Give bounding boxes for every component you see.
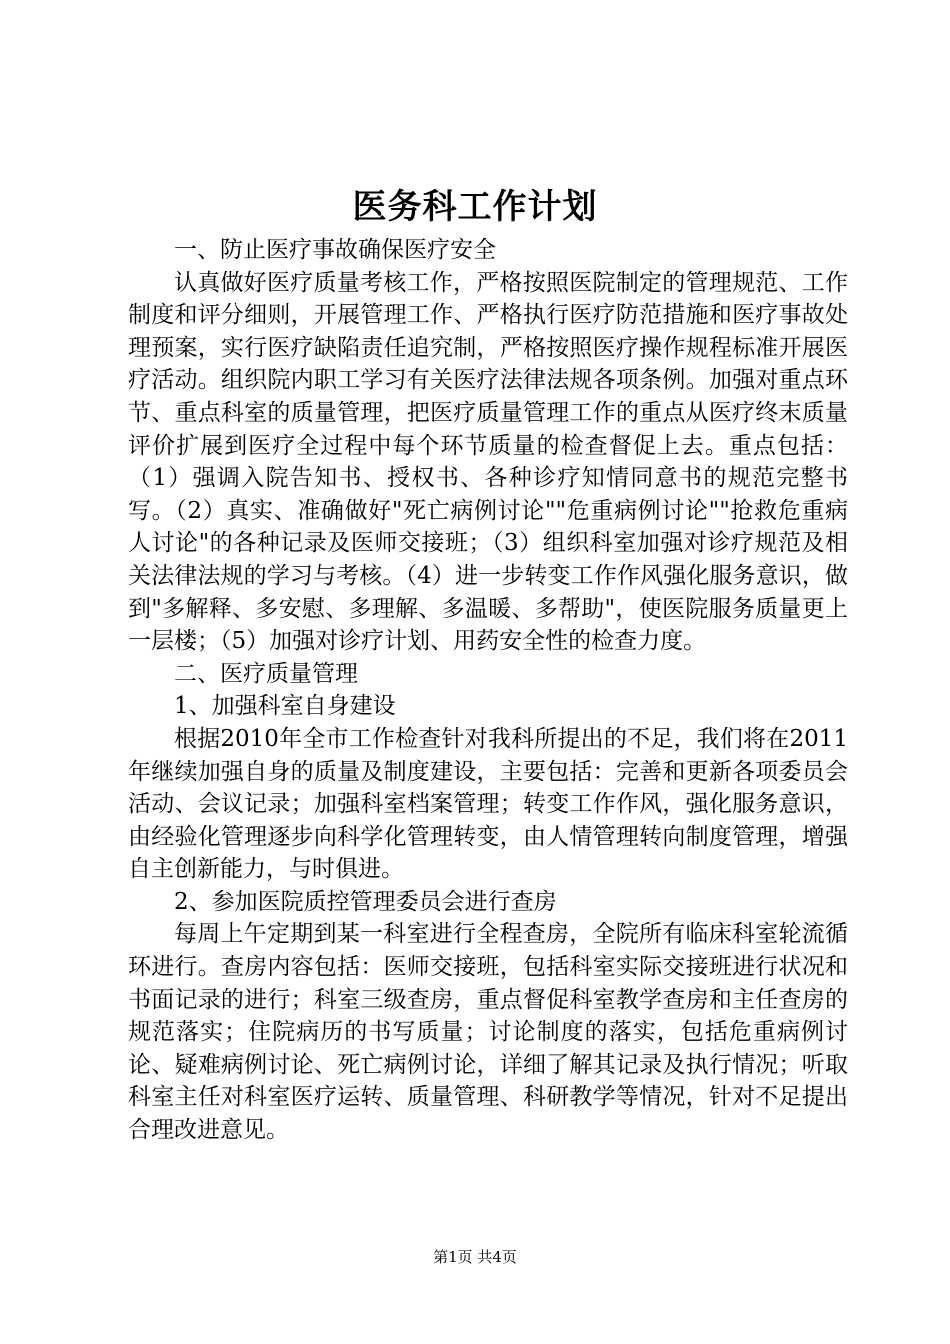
page-footer: 第1页 共4页: [433, 1248, 517, 1266]
subsection-heading-1: 1、加强科室自身建设: [174, 693, 396, 720]
paragraph-ward-rounds: 每周上午定期到某一科室进行全程查房，全院所有临床科室轮流循环进行。查房内容包括：医师交接班，包括科室实际交接班进行状况和书面记录的进行；科室三级查房，重点督促科室教学查房和主任查房的规范落实；住院病历的书写质量；讨论制度的落实，包括危重病例讨论、疑难病例讨论、死亡病例讨论，详细了解其记录及执行情况；听取科室主任对科室医疗运转、质量管理、科研教学等情况，针对不足提出合理改进意见。: [128, 921, 848, 1144]
section-heading-2: 二、医疗质量管理: [174, 660, 358, 687]
document-title: 医务科工作计划: [352, 187, 598, 227]
paragraph-department-building: 根据2010年全市工作检查针对我科所提出的不足，我们将在2011年继续加强自身的质量及制度建设，主要包括：完善和更新各项委员会活动、会议记录；加强科室档案管理；转变工作作风，强化服务意识，由经验化管理逐步向科学化管理转变，由人情管理转向制度管理，增强自主创新能力，与时俱进。: [128, 725, 848, 883]
subsection-heading-2: 2、参加医院质控管理委员会进行查房: [174, 888, 557, 915]
section-heading-1: 一、防止医疗事故确保医疗安全: [174, 237, 496, 263]
paragraph-quality-safety: 认真做好医疗质量考核工作，严格按照医院制定的管理规范、工作制度和评分细则，开展管理工作、严格执行医疗防范措施和医疗事故处理预案，实行医疗缺陷责任追究制，严格按照医疗操作规程标准开展医疗活动。组织院内职工学习有关医疗法律法规各项条例。加强对重点环节、重点科室的质量管理，把医疗质量管理工作的重点从医疗终末质量评价扩展到医疗全过程中每个环节质量的检查督促上去。重点包括：（1）强调入院告知书、授权书、各种诊疗知情同意书的规范完整书写。（2）真实、准确做好"死亡病例讨论""危重病例讨论""抢救危重病人讨论"的各种记录及医师交接班；（3）组织科室加强对诊疗规范及相关法律法规的学习与考核。（4）进一步转变工作作风强化服务意识，做到"多解释、多安慰、多理解、多温暖、多帮助"，使医院服务质量更上一层楼；（5）加强对诊疗计划、用药安全性的检查力度。: [128, 269, 848, 655]
document-body: [128, 234, 848, 1147]
